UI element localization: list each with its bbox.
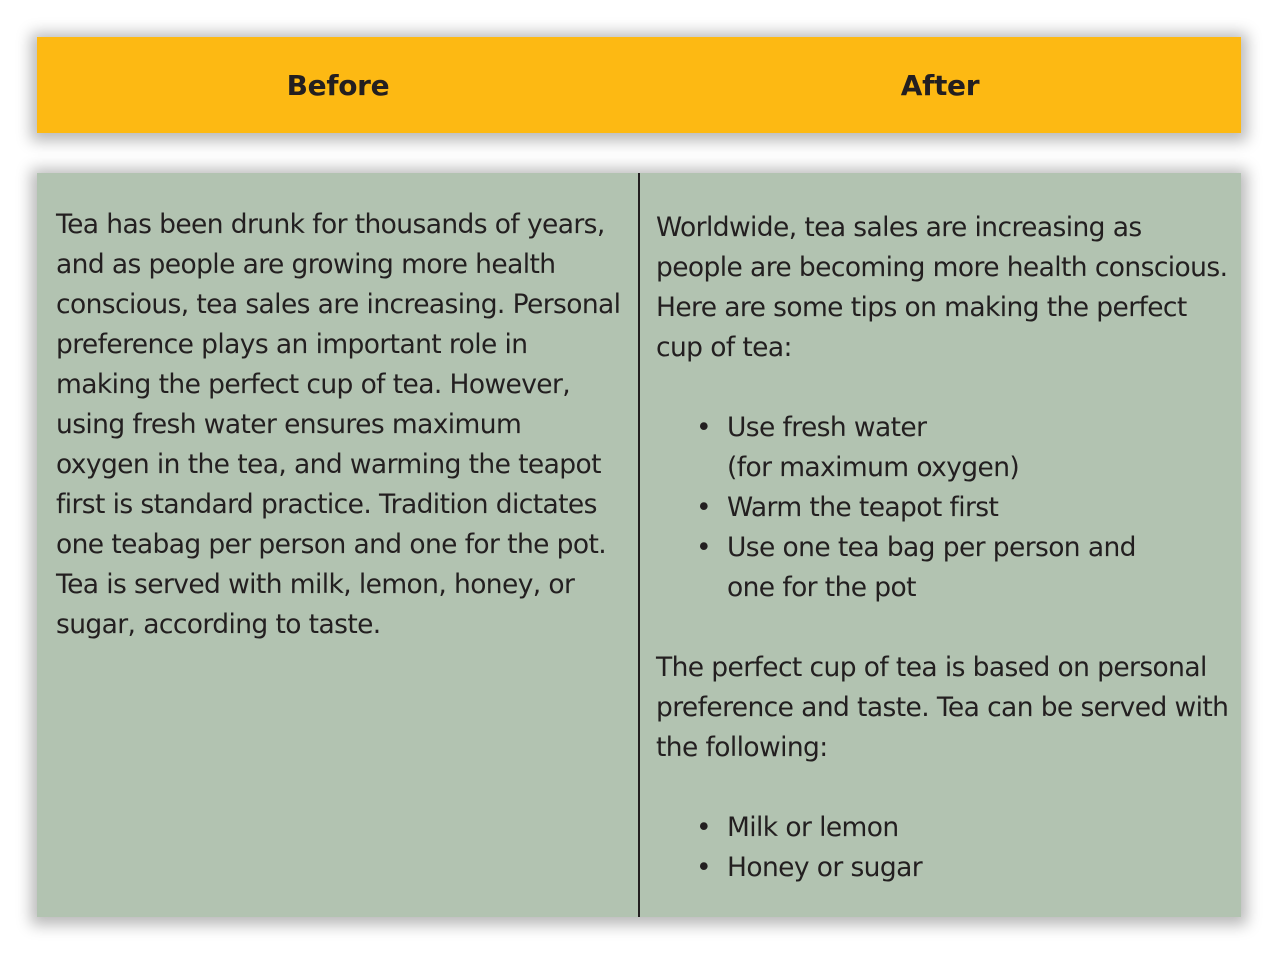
tip-text-continued: (for maximum oxygen) — [727, 452, 1020, 483]
comparison-panel — [37, 173, 1241, 917]
serving-item-text: Honey or sugar — [727, 852, 923, 883]
after-intro-paragraph: Worldwide, tea sales are increasing as people are becoming more health conscious. Here are some tips on making the perfect cup of tea: — [656, 212, 1228, 363]
before-paragraph: Tea has been drunk for thousands of years, and as people are growing more health conscious, tea sales are increasing. Personal preference plays an important role in making the perfect cup of tea. However, using fresh water ensures maximum oxygen in the tea, and warming the teapot first is standard practice. Tradition dictates one teabag per person and one for the pot. Tea is served with milk, lemon, honey, or sugar, according to taste. — [56, 209, 621, 640]
list-item — [656, 488, 1231, 528]
bullet-dot-icon: • — [696, 492, 712, 523]
bullet-dot-icon: • — [696, 852, 712, 883]
after-heading: After — [900, 68, 980, 102]
after-column — [656, 208, 1231, 888]
tips-list — [656, 408, 1231, 608]
column-divider — [638, 173, 640, 917]
bullet-dot-icon: • — [696, 812, 712, 843]
serving-intro-paragraph: The perfect cup of tea is based on personal preference and taste. Tea can be served with the following: — [656, 652, 1229, 763]
list-item — [656, 808, 1231, 848]
list-item — [656, 528, 1231, 608]
column-header-bar — [37, 37, 1241, 133]
serving-item-text: Milk or lemon — [727, 812, 899, 843]
serving-list — [656, 808, 1231, 888]
tip-text-continued: one for the pot — [727, 572, 916, 603]
tip-text: Use fresh water — [727, 412, 927, 443]
bullet-dot-icon: • — [696, 532, 712, 563]
list-item — [656, 848, 1231, 888]
list-item — [656, 408, 1231, 488]
tip-text: Warm the teapot first — [727, 492, 999, 523]
tip-text: Use one tea bag per person and — [727, 532, 1136, 563]
before-column — [56, 205, 621, 645]
before-heading: Before — [286, 68, 390, 102]
bullet-dot-icon: • — [696, 412, 712, 443]
